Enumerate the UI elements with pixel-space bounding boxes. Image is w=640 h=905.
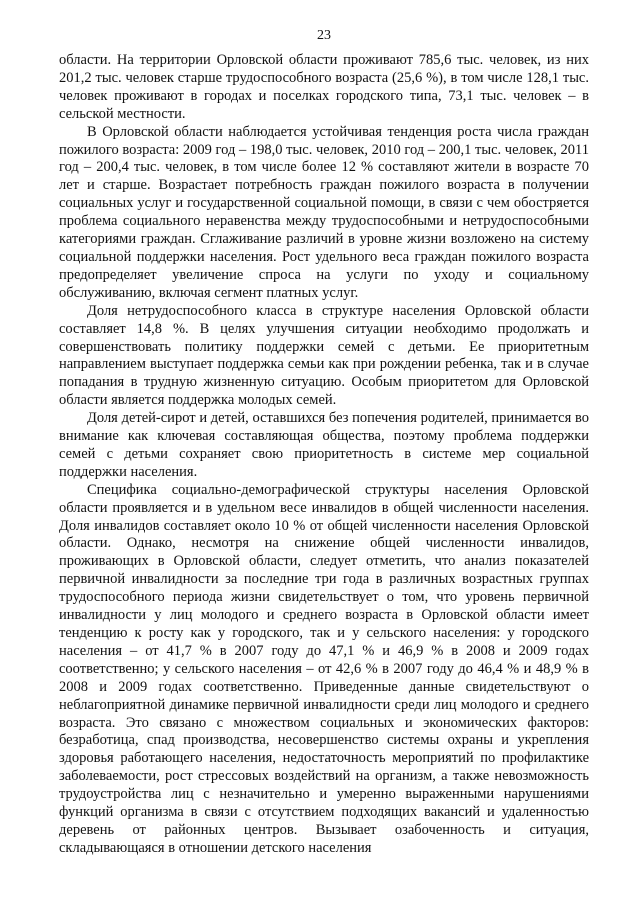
paragraph-elderly-growth: В Орловской области наблюдается устойчивая тенденция роста числа граждан пожилого возраста: 2009 год – 198,0 тыс. человек, 2010 год – 200,1 тыс. человек, 2011 год – 200,4 тыс. человек, в том числе более 12 % составляют жители в возрасте 70 лет и старше. Возрастает потребность граждан пожилого возраста в получении социальных услуг и государственной социальной помощи, в связи с чем обостряется проблема социального неравенства между трудоспособными и нетрудоспособными категориями граждан. Сглаживание различий в уровне жизни возложено на систему социальной поддержки населения. Рост удельного веса граждан пожилого возраста предопределяет увеличение спроса на услуги по уходу и социальному обслуживанию, включая сегмент платных услуг.	[59, 123, 589, 301]
paragraph-disability: Специфика социально-демографической структуры населения Орловской области проявляется и в удельном весе инвалидов в общей численности населения. Доля инвалидов составляет около 10 % от общей численности населения Орловской области. Однако, несмотря на снижение общей численности инвалидов, проживающих в Орловской области, следует отметить, что анализ показателей первичной инвалидности за последние три года в различных возрастных группах трудоспособного периода жизни свидетельствует о том, что уровень первичной инвалидности у лиц молодого и среднего возраста в Орловской области имеет тенденцию к росту как у городского, так и у сельского населения: у городского населения – от 41,7 % в 2007 году до 47,1 % и 46,9 % в 2008 и 2009 годах соответственно; у сельского населения – от 42,6 % в 2007 году до 46,4 % и 48,9 % в 2008 и 2009 годах соответственно. Приведенные данные свидетельствуют о неблагоприятной динамике первичной инвалидности среди лиц молодого и среднего возраста. Это связано с множеством социальных и экономических факторов: безработица, спад производства, несовершенство системы охраны и укрепления здоровья работающего населения, недостаточность мероприятий по профилактике заболеваемости, рост стрессовых воздействий на организм, а также невозможность трудоустройства лиц с незначительно и умеренно выраженными нарушениями функций организма в связи с отсутствием подходящих вакансий и удаленностью деревень от районных центров. Вызывает озабоченность и ситуация, складывающаяся в отношении детского населения	[59, 481, 589, 856]
document-page	[59, 26, 589, 858]
paragraph-family-support: Доля нетрудоспособного класса в структуре населения Орловской области составляет 14,8 %. В целях улучшения ситуации необходимо продолжать и совершенствовать политику поддержки семей с детьми. Ее приоритетным направлением выступает поддержка семьи как при рождении ребенка, так и в случае попадания в трудную жизненную ситуацию. Особым приоритетом для Орловской области является поддержка молодых семей.	[59, 302, 589, 409]
page-number: 23	[317, 28, 331, 43]
paragraph-population-summary: области. На территории Орловской области проживают 785,6 тыс. человек, из них 201,2 тыс. человек старше трудоспособного возраста (25,6 %), в том числе 128,1 тыс. человек проживают в городах и поселках городского типа, 73,1 тыс. человек – в сельской местности.	[59, 52, 589, 122]
paragraph-orphans: Доля детей-сирот и детей, оставшихся без попечения родителей, принимается во внимание как ключевая составляющая общества, поэтому проблема поддержки семей с детьми сохраняет свою приоритетность в системе мер социальной поддержки населения.	[59, 410, 589, 480]
